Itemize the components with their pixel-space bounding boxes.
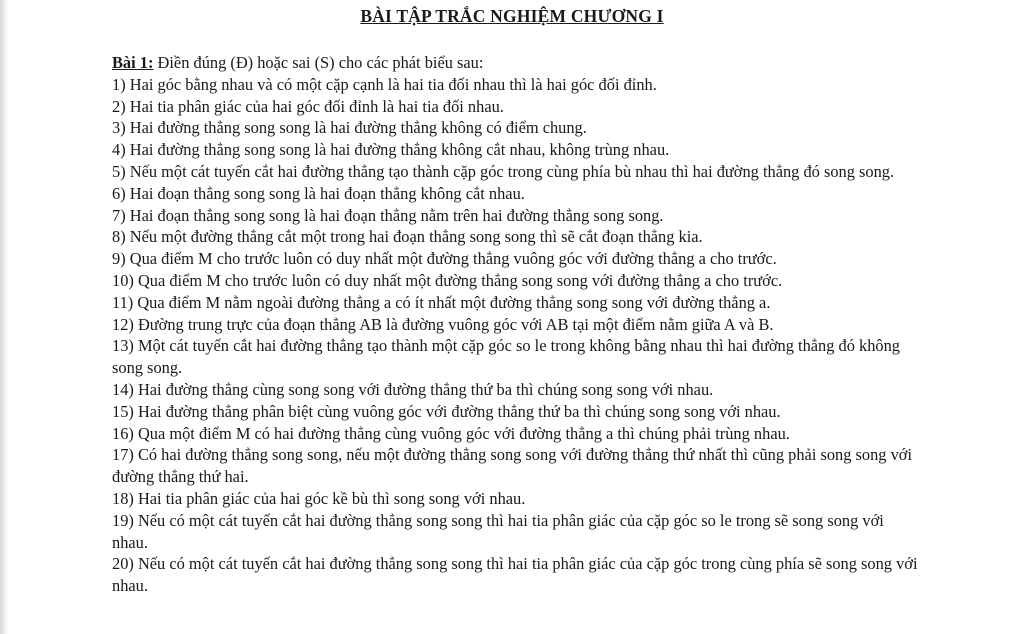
question-item: 18) Hai tia phân giác của hai góc kề bù thì song song với nhau. <box>112 488 526 508</box>
question-item: 9) Qua điểm M cho trước luôn có duy nhất một đường thẳng vuông góc với đường thẳng a cho trước. <box>112 249 777 269</box>
question-item: 17) Có hai đường thẳng song song, nếu một đường thẳng song song với đường thẳng thứ nhất thì cũng phải song song với đường thẳng thứ hai. <box>112 445 913 487</box>
question-list <box>112 74 918 597</box>
question-item: 5) Nếu một cát tuyến cắt hai đường thẳng tạo thành cặp góc trong cùng phía bù nhau thì hai đường thẳng đó song song. <box>112 161 895 181</box>
exercise-instruction: Điền đúng (Đ) hoặc sai (S) cho các phát biểu sau: <box>153 53 484 72</box>
question-item: 16) Qua một điểm M có hai đường thẳng cùng vuông góc với đường thẳng a thì chúng phải trùng nhau. <box>112 423 790 443</box>
page-edge-shadow <box>0 0 8 634</box>
question-item: 15) Hai đường thẳng phân biệt cùng vuông góc với đường thẳng thứ ba thì chúng song song với nhau. <box>112 401 781 421</box>
question-item: 3) Hai đường thẳng song song là hai đường thẳng không có điểm chung. <box>112 118 587 138</box>
exercise-label: Bài 1: <box>112 53 154 72</box>
question-item: 6) Hai đoạn thẳng song song là hai đoạn thẳng không cắt nhau. <box>112 183 525 203</box>
question-item: 14) Hai đường thẳng cùng song song với đường thẳng thứ ba thì chúng song song với nhau. <box>112 379 714 399</box>
question-item: 2) Hai tia phân giác của hai góc đối đỉnh là hai tia đối nhau. <box>112 96 504 116</box>
question-item: 12) Đường trung trực của đoạn thẳng AB là đường vuông góc với AB tại một điểm nằm giữa A và B. <box>112 314 774 334</box>
document-body <box>112 52 918 597</box>
document-title: BÀI TẬP TRẮC NGHIỆM CHƯƠNG I <box>360 6 664 26</box>
question-item: 4) Hai đường thẳng song song là hai đường thẳng không cắt nhau, không trùng nhau. <box>112 140 670 160</box>
question-item: 10) Qua điểm M cho trước luôn có duy nhất một đường thẳng song song với đường thẳng a cho trước. <box>112 270 783 290</box>
question-item: 19) Nếu có một cát tuyến cắt hai đường thẳng song song thì hai tia phân giác của cặp góc so le trong sẽ song song với nhau. <box>112 510 884 552</box>
question-item: 20) Nếu có một cát tuyến cắt hai đường thẳng song song thì hai tia phân giác của cặp góc trong cùng phía sẽ song song với nhau. <box>112 554 918 596</box>
question-item: 7) Hai đoạn thẳng song song là hai đoạn thẳng nằm trên hai đường thẳng song song. <box>112 205 664 225</box>
exercise-heading <box>112 52 918 74</box>
question-item: 13) Một cát tuyến cắt hai đường thẳng tạo thành một cặp góc so le trong không bằng nhau thì hai đường thẳng đó không song song. <box>112 336 901 378</box>
question-item: 8) Nếu một đường thẳng cắt một trong hai đoạn thẳng song song thì sẽ cắt đoạn thẳng kia. <box>112 227 703 247</box>
question-item: 1) Hai góc bằng nhau và có một cặp cạnh là hai tia đối nhau thì là hai góc đối đỉnh. <box>112 74 657 94</box>
question-item: 11) Qua điểm M nằm ngoài đường thẳng a có ít nhất một đường thẳng song song với đường thẳng a. <box>112 292 771 312</box>
